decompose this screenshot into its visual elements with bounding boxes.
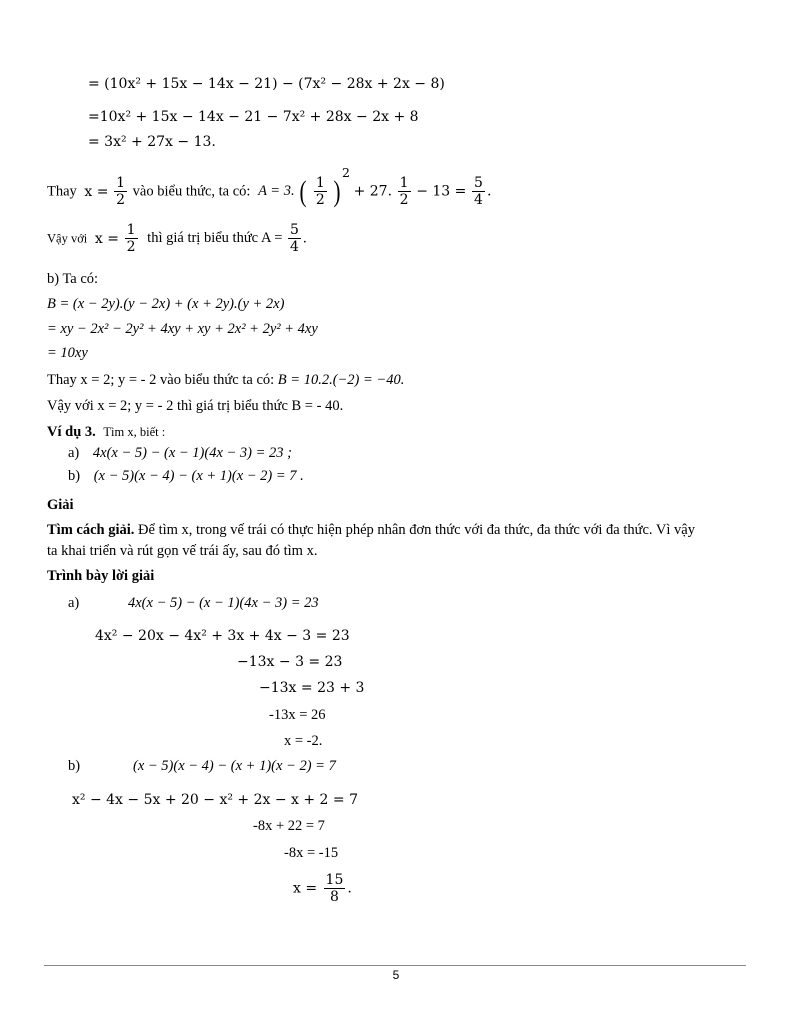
- example3-item-a-expr: 4x(x − 5) − (x − 1)(4x − 3) = 23 ;: [92, 445, 292, 461]
- substitute-a-prefix: Thay: [47, 183, 77, 200]
- solution-method-label: Tìm cách giải.: [47, 522, 135, 538]
- conclusion-a-result-num: 5: [290, 222, 299, 238]
- substitute-a-x-eq: x =: [84, 183, 109, 200]
- solution-method-text-2: ta khai triển và rút gọn vế trái ấy, sau đó tìm x.: [47, 543, 318, 559]
- solve-b-eq-4-prefix: x =: [293, 880, 318, 897]
- solve-a-eq-5: x = -2.: [284, 733, 323, 749]
- right-paren-icon: ): [333, 174, 341, 208]
- solve-b-eq-4: [293, 872, 352, 905]
- solve-a-eq-3: −13x = 23 + 3: [259, 680, 365, 696]
- part-b-conclusion: Vậy với x = 2; y = - 2 thì giá trị biểu thức B = - 40.: [47, 398, 344, 414]
- substitute-a-expr-tail: − 13 =: [416, 183, 467, 200]
- example3-item-b-expr: (x − 5)(x − 4) − (x + 1)(x − 2) = 7 .: [93, 468, 304, 484]
- page-number: 5: [392, 968, 400, 982]
- solution-method-text-1: Để tìm x, trong vế trái có thực hiện phép nhân đơn thức với đa thức, đa thức với đa thức. Vì vậy: [138, 522, 695, 538]
- substitute-a-middle: vào biểu thức, ta có:: [132, 183, 251, 200]
- solve-a-eq-2: −13x − 3 = 23: [237, 654, 343, 670]
- substitute-a-inner-num: 1: [315, 175, 325, 192]
- present-heading: Trình bày lời giải: [47, 568, 155, 584]
- solve-a-eq-0: 4x(x − 5) − (x − 1)(4x − 3) = 23: [128, 595, 319, 611]
- solve-b-eq-0: (x − 5)(x − 4) − (x + 1)(x − 2) = 7: [133, 758, 336, 774]
- footer-divider: [44, 965, 746, 966]
- conclusion-a-frac-num: 1: [126, 222, 136, 238]
- conclusion-a-frac-den: 2: [126, 239, 136, 256]
- substitute-a-second-num: 1: [399, 175, 409, 192]
- substitute-a-frac-den: 2: [116, 192, 126, 209]
- expand-a-line-2: =10x² + 15x − 14x − 21 − 7x² + 28x − 2x + 8: [88, 109, 419, 125]
- substitute-a-expr-mid: + 27.: [353, 183, 393, 200]
- conclusion-a-middle: thì giá trị biểu thức A =: [147, 230, 283, 247]
- solution-heading: Giải: [47, 497, 74, 513]
- part-b-line-2: = xy − 2x² − 2y² + 4xy + xy + 2x² + 2y² + 4xy: [47, 321, 318, 337]
- substitute-a-inner-den: 2: [315, 192, 325, 209]
- substitute-a-line: [47, 167, 491, 208]
- substitute-a-inner-fraction: [314, 175, 327, 208]
- conclusion-a-period: .: [302, 230, 307, 247]
- part-b-substitute-text: Thay x = 2; y = - 2 vào biểu thức ta có:: [47, 372, 275, 388]
- solve-a-label: a): [68, 595, 80, 611]
- example3-label: Ví dụ 3.: [47, 424, 96, 440]
- example3-item-a-label: a): [68, 445, 80, 461]
- example3-header: [47, 424, 165, 441]
- solve-b-eq-3: -8x = -15: [284, 845, 339, 861]
- example3-item-a: [68, 445, 292, 462]
- solve-b-eq-2: -8x + 22 = 7: [253, 818, 325, 834]
- part-b-substitute-math: B = 10.2.(−2) = −40.: [277, 372, 405, 388]
- example3-item-b: [68, 468, 304, 485]
- solve-a-eq-1: 4x² − 20x − 4x² + 3x + 4x − 3 = 23: [95, 628, 350, 644]
- expand-a-line-1: = (10x² + 15x − 14x − 21) − (7x² − 28x + 2x − 8): [88, 76, 445, 92]
- conclusion-a-result-fraction: [288, 222, 301, 255]
- substitute-a-second-den: 2: [399, 192, 409, 209]
- substitute-a-period: .: [486, 183, 492, 200]
- conclusion-a-fraction: [125, 222, 138, 255]
- conclusion-a-prefix: Vậy với: [47, 231, 88, 246]
- solve-b-eq-4-den: 8: [329, 889, 339, 906]
- left-paren-icon: (: [299, 174, 307, 208]
- conclusion-a-line: [47, 222, 307, 255]
- solve-b-label: b): [68, 758, 81, 774]
- conclusion-a-result-den: 4: [290, 239, 299, 256]
- part-b-substitute-line: [47, 372, 404, 389]
- substitute-a-result-num: 5: [474, 175, 483, 192]
- part-b-line-3: = 10xy: [47, 345, 88, 361]
- example3-item-b-label: b): [68, 468, 81, 484]
- part-b-line-1: B = (x − 2y).(y − 2x) + (x + 2y).(y + 2x): [47, 296, 285, 312]
- solve-a-eq-4: -13x = 26: [269, 707, 326, 723]
- solution-method-line-1: [47, 522, 695, 539]
- part-b-heading: b) Ta có:: [47, 271, 99, 287]
- substitute-a-frac-num: 1: [116, 175, 126, 192]
- conclusion-a-x-eq: x =: [94, 230, 119, 247]
- substitute-a-expr-lhs: A = 3.: [258, 183, 295, 200]
- substitute-a-exponent: 2: [342, 165, 350, 180]
- solve-b-eq-4-num: 15: [325, 872, 344, 888]
- example3-task: Tìm x, biết :: [103, 425, 166, 439]
- solve-b-eq-4-fraction: [324, 872, 346, 905]
- solve-b-eq-4-suffix: .: [347, 880, 352, 897]
- substitute-a-result-fraction: [472, 175, 485, 208]
- substitute-a-fraction: [114, 175, 127, 208]
- substitute-a-result-den: 4: [474, 192, 483, 209]
- solve-b-eq-1: x² − 4x − 5x + 20 − x² + 2x − x + 2 = 7: [72, 792, 358, 808]
- expand-a-line-3: = 3x² + 27x − 13.: [88, 134, 216, 150]
- substitute-a-second-fraction: [398, 175, 411, 208]
